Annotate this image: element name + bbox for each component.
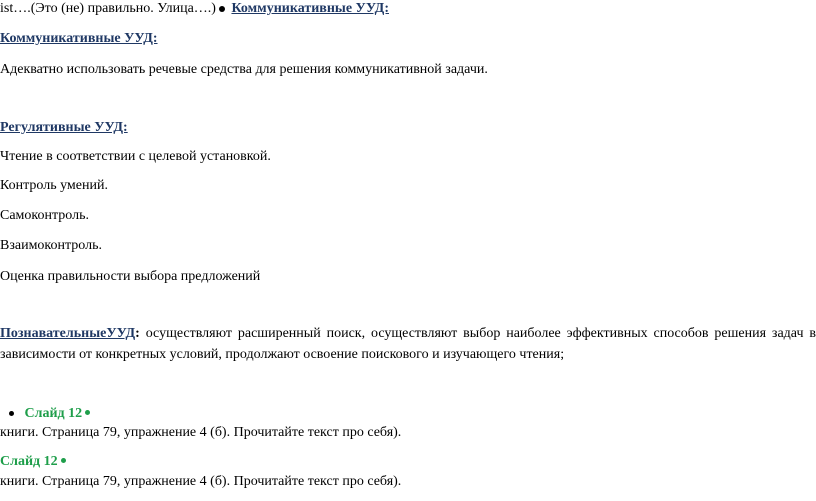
regulatory-heading: Регулятивные УУД: (0, 120, 128, 135)
intro-heading: Коммуникативные УУД: (231, 1, 389, 16)
cognitive-paragraph-line1 (0, 325, 816, 343)
communicative-text: Адекватно использовать речевые средства для решения коммуникативной задачи. (0, 62, 488, 77)
regulatory-item: Взаимоконтроль. (0, 238, 102, 253)
slide-text-2: книги. Страница 79, упражнение 4 (б). Прочитайте текст про себя). (0, 474, 402, 489)
bullet-icon (9, 411, 14, 416)
green-bullet-icon (85, 410, 90, 415)
regulatory-item: Контроль умений. (0, 178, 108, 193)
slide-label-1: Слайд 12 (24, 406, 83, 421)
cognitive-text-line2: зависимости от конкретных условий, продолжают освоение поискового и изучающего чтения; (0, 347, 565, 362)
regulatory-item: Самоконтроль. (0, 208, 89, 223)
regulatory-item: Оценка правильности выбора предложений (0, 269, 261, 284)
cognitive-text-line1: осуществляют расширенный поиск, осуществляют выбор наиболее эффективных способов решения задач в (145, 326, 816, 341)
communicative-heading: Коммуникативные УУД: (0, 31, 158, 46)
slide-text-1: книги. Страница 79, упражнение 4 (б). Прочитайте текст про себя). (0, 425, 402, 440)
slide-label-row-1 (6, 405, 93, 423)
green-bullet-icon (61, 458, 66, 463)
intro-prefix: ist….(Это (не) правильно. Улица….) (0, 1, 216, 16)
slide-label-2: Слайд 12 (0, 454, 58, 469)
bullet-icon (219, 6, 225, 12)
regulatory-item: Чтение в соответствии с целевой установкой. (0, 149, 271, 164)
intro-line (0, 0, 389, 18)
cognitive-colon: : (135, 326, 140, 341)
slide-label-row-2 (0, 453, 69, 471)
cognitive-heading: ПознавательныеУУД (0, 326, 136, 341)
